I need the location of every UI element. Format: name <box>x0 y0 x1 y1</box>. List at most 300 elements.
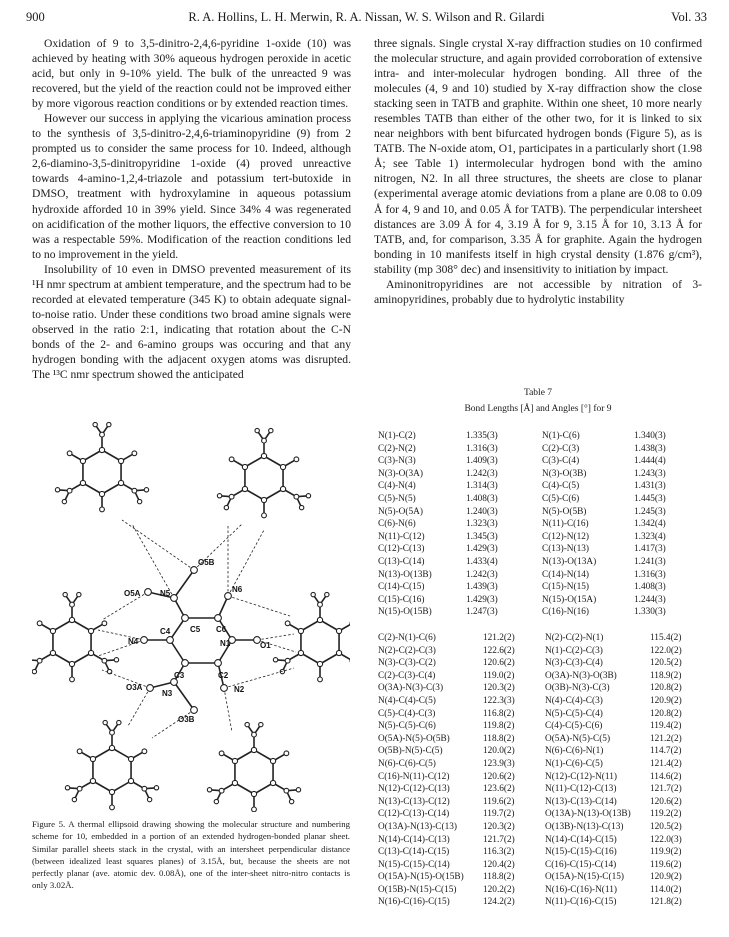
bond-value-cell: 1.429(3) <box>466 544 498 555</box>
bond-line <box>102 483 121 494</box>
bond-value-cell: 120.5(2) <box>650 821 682 832</box>
bond-value-cell: 119.6(2) <box>650 859 682 870</box>
bond-label-cell: O(3A)-N(3)-C(3) <box>378 683 444 694</box>
bond-value-cell: 1.342(4) <box>634 519 666 530</box>
atom-ellipsoid <box>262 513 267 518</box>
bond-value-cell: 123.6(2) <box>483 784 515 795</box>
bond-line <box>235 783 254 794</box>
bond-value-cell: 1.241(3) <box>634 556 666 567</box>
atom-ellipsoid <box>90 778 95 783</box>
table-row <box>378 871 706 884</box>
atom-ellipsoid <box>251 791 256 796</box>
right-column <box>374 36 702 307</box>
bond-label-cell: O(13A)-N(13)-C(13) <box>378 821 458 832</box>
bond-value-cell: 119.0(2) <box>483 670 515 681</box>
bond-value-cell: 1.330(3) <box>634 607 666 618</box>
atom-ellipsoid <box>99 491 104 496</box>
bond-label-cell: C(16)-N(16) <box>542 607 589 618</box>
bond-value-cell: 1.408(3) <box>634 582 666 593</box>
bond-line <box>264 456 283 467</box>
atom-ellipsoid <box>245 722 249 726</box>
table-row <box>378 720 706 733</box>
atom-ellipsoid <box>69 617 74 622</box>
table-row <box>378 468 704 481</box>
atom-label: O3B <box>178 715 195 724</box>
bond-value-cell: 123.9(3) <box>483 758 515 769</box>
bond-line <box>235 750 254 761</box>
atom-ellipsoid <box>182 660 189 667</box>
bond-label-cell: O(5A)-N(5)-O(5B) <box>378 733 450 744</box>
atom-label: N3 <box>162 689 173 698</box>
bond-value-cell: 119.4(2) <box>650 721 682 732</box>
bond-value-cell: 116.3(2) <box>483 847 515 858</box>
atom-ellipsoid <box>269 428 273 432</box>
atom-ellipsoid <box>229 457 234 462</box>
bond-line <box>174 570 194 598</box>
table-row <box>378 531 704 544</box>
atom-ellipsoid <box>154 786 158 790</box>
bond-value-cell: 1.314(3) <box>466 481 498 492</box>
atom-label: C6 <box>216 625 227 634</box>
atom-ellipsoid <box>217 494 221 498</box>
atom-ellipsoid <box>317 617 322 622</box>
atom-ellipsoid <box>232 780 237 785</box>
table-row <box>378 518 704 531</box>
atom-label: C3 <box>174 671 185 680</box>
table-row <box>378 493 704 506</box>
table-row <box>378 771 706 784</box>
bond-line <box>72 653 91 664</box>
atom-ellipsoid <box>318 602 323 607</box>
bond-value-cell: 120.6(2) <box>650 796 682 807</box>
bond-label-cell: C(3)-N(3) <box>378 456 416 467</box>
bond-label-cell: C(14)-N(14) <box>542 569 589 580</box>
atom-ellipsoid <box>77 786 82 791</box>
bond-value-cell: 120.0(2) <box>483 746 515 757</box>
bond-value-cell: 1.247(3) <box>466 607 498 618</box>
bond-value-cell: 1.444(4) <box>634 456 666 467</box>
atom-ellipsoid <box>110 730 115 735</box>
atom-ellipsoid <box>311 592 315 596</box>
atom-label: O3A <box>126 683 143 692</box>
atom-ellipsoid <box>142 749 147 754</box>
bond-value-cell: 1.340(3) <box>634 431 666 441</box>
bond-label-cell: C(5)-N(5) <box>378 493 416 504</box>
atom-ellipsoid <box>141 637 148 644</box>
table-row <box>378 745 706 758</box>
atom-label: C5 <box>190 625 201 634</box>
bond-value-cell: 114.7(2) <box>650 746 682 757</box>
atom-ellipsoid <box>191 707 198 714</box>
bond-value-cell: 1.417(3) <box>634 544 666 555</box>
bond-value-cell: 121.8(2) <box>650 897 682 908</box>
bond-label-cell: N(1)-C(2) <box>378 431 416 441</box>
atom-ellipsoid <box>255 428 259 432</box>
bond-label-cell: O(13A)-N(13)-O(13B) <box>545 809 631 820</box>
bond-label-cell: C(16)-C(15)-C(14) <box>545 859 617 870</box>
table-row <box>378 506 704 519</box>
bond-label-cell: C(2)-C(3) <box>542 443 580 454</box>
bond-line <box>301 620 320 631</box>
bond-label-cell: C(2)-N(2) <box>378 443 416 454</box>
bond-value-cell: 121.7(2) <box>650 784 682 795</box>
atom-ellipsoid <box>219 788 224 793</box>
bond-line <box>53 653 72 664</box>
bond-lengths-table <box>378 430 704 619</box>
bond-label-cell: N(1)-C(6)-C(5) <box>545 758 603 769</box>
atom-ellipsoid <box>285 658 290 663</box>
bond-line <box>53 620 72 631</box>
bond-value-cell: 119.2(2) <box>650 809 682 820</box>
atom-ellipsoid <box>270 758 275 763</box>
atom-label: N5 <box>160 589 171 598</box>
atom-ellipsoid <box>171 595 178 602</box>
atom-ellipsoid <box>306 494 310 498</box>
atom-ellipsoid <box>280 486 285 491</box>
bond-line <box>112 748 131 759</box>
bond-label-cell: N(3)-C(3)-C(4) <box>545 658 603 669</box>
bond-value-cell: 120.3(2) <box>483 821 515 832</box>
atom-ellipsoid <box>298 650 303 655</box>
bond-line <box>93 748 112 759</box>
table-row <box>378 670 706 683</box>
bond-label-cell: N(1)-C(6) <box>542 431 580 441</box>
bond-label-cell: N(6)-C(6)-N(1) <box>545 746 604 757</box>
bond-value-cell: 1.244(3) <box>634 594 666 605</box>
bond-label-cell: N(15)-C(15)-C(14) <box>378 859 450 870</box>
atom-ellipsoid <box>167 637 174 644</box>
table-row <box>378 430 704 443</box>
bond-line <box>264 489 283 500</box>
atom-ellipsoid <box>70 602 75 607</box>
atom-ellipsoid <box>69 661 74 666</box>
atom-ellipsoid <box>289 799 293 803</box>
atom-ellipsoid <box>110 805 115 810</box>
bond-label-cell: O(13B)-N(13)-C(13) <box>545 821 624 832</box>
atom-ellipsoid <box>261 497 266 502</box>
table-row <box>378 821 706 834</box>
bond-label-cell: N(11)-C(16) <box>542 519 589 530</box>
bond-label-cell: O(15A)-N(15)-O(15B) <box>378 872 464 883</box>
bond-value-cell: 121.2(2) <box>483 633 515 643</box>
bond-value-cell: 115.4(2) <box>650 633 682 643</box>
bond-value-cell: 1.445(3) <box>634 493 666 504</box>
paragraph: However our success in applying the vicarious amination process to the synthesis of 3,5-dinitro-2,4,6-triaminopyridine (9) from 2 prompted us to consider the same process for 10. Indeed, although 2,6-diamino-3,5-dinitropyridine 1-oxide (4) proved unreactive towards 4-amino-1,2,4-triazole and potassium tert-butoxide in DMSO, treatment with hydroxylamine in aqueous potassium hydroxide afforded 10 in 39% yield. Since 34% 4 was regenerated on acidification of the mother liquors, the effective conversion to 10 was a respectable 59%. Modification of the reaction conditions led to no improvement in the yield. <box>32 112 351 261</box>
bond-label-cell: N(11)-C(12) <box>378 531 425 542</box>
bond-line <box>254 783 273 794</box>
bond-value-cell: 120.9(2) <box>650 695 682 706</box>
bond-value-cell: 1.240(3) <box>466 506 498 517</box>
atom-ellipsoid <box>145 589 152 596</box>
table-row <box>378 543 704 556</box>
bond-label-cell: N(16)-C(16)-N(11) <box>545 884 617 895</box>
table-row <box>378 783 706 796</box>
bond-label-cell: O(5B)-N(5)-C(5) <box>378 746 443 757</box>
bond-value-cell: 122.0(2) <box>650 645 682 656</box>
bond-value-cell: 1.431(3) <box>634 481 666 492</box>
atom-ellipsoid <box>325 592 329 596</box>
table-title: Bond Lengths [Å] and Angles [°] for 9 <box>464 404 612 414</box>
bond-value-cell: 1.316(3) <box>466 443 498 454</box>
atom-ellipsoid <box>144 488 148 492</box>
atom-ellipsoid <box>70 677 75 682</box>
atom-label: N2 <box>234 685 245 694</box>
atom-ellipsoid <box>37 621 42 626</box>
table-row <box>378 695 706 708</box>
bond-label-cell: C(12)-C(13)-C(14) <box>378 809 450 820</box>
bond-label-cell: N(5)-C(5)-C(4) <box>545 708 603 719</box>
paragraph: Insolubility of 10 even in DMSO prevented measurement of its ¹H nmr spectrum at ambient temperature, and the spectrum had to be recorded at elevated temperature (345 K) to obtain adequate signal-to-noise ratio. Under these conditions two broad amine signals were observed in the ratio 2:1, indicating that rotation about the C-N bonds of the 2- and 6-amino groups was occuring and that any hydrogen bonding with the adjacent oxygen atoms was disrupted. The ¹³C nmr spectrum showed the anticipated <box>32 262 351 382</box>
atom-label: C2 <box>218 671 229 680</box>
table-row <box>378 480 704 493</box>
bond-value-cell: 119.6(2) <box>483 796 515 807</box>
bond-label-cell: N(14)-C(14)-C(15) <box>545 834 617 845</box>
atom-ellipsoid <box>118 480 123 485</box>
atom-ellipsoid <box>109 745 114 750</box>
atom-ellipsoid <box>284 751 289 756</box>
table-row <box>378 657 706 670</box>
bond-value-cell: 1.245(3) <box>634 506 666 517</box>
atom-ellipsoid <box>37 658 42 663</box>
bond-value-cell: 1.409(3) <box>466 456 498 467</box>
atom-ellipsoid <box>80 458 85 463</box>
bond-value-cell: 1.439(3) <box>466 582 498 593</box>
bond-line <box>112 781 131 792</box>
paragraph: three signals. Single crystal X-ray diffraction studies on 10 confirmed the molecular structure, and again provided corroboration of extensive intra- and inter-molecular hydrogen bonding. All three of the molecules (4, 9 and 10) studied by X-ray diffraction show the close stacking seen in TATB and graphite. Within one sheet, 10 more nearly resembles TATB than either of the other two, for it is linked to six near neighbors with bent bifurcated hydrogen bonds (Figure 5), as is TATB. The N-oxide atom, O1, participates in a particularly short (1.98 Å; see Table 1) intermolecular hydrogen bond with the amino nitrogen, N2. In all three structures, the sheets are close to planar (experimental average atomic deviations from a plane are 0.08 to 0.09 Å for 4, 9 and 10, and 0.05 Å for TATB). The perpendicular intersheet distances are 3.09 Å for 4, 3.19 Å for 9, 3.15 Å for 10, 3.13 Å for TATB, and, for comparison, 3.35 Å for graphite. Again the hydrogen bonding in 10 manifests itself in high crystal density (1.876 g/cm³), stability (mp 308° dec) and insensitivity to initiation by impact. <box>374 37 702 276</box>
volume-label: Vol. 33 <box>671 10 707 24</box>
bond-label-cell: C(12)-C(13) <box>378 544 425 555</box>
bond-value-cell: 1.335(3) <box>466 431 498 441</box>
table-row <box>378 859 706 872</box>
bond-value-cell: 120.2(2) <box>483 884 515 895</box>
bond-label-cell: N(12)-C(12)-C(13) <box>378 784 450 795</box>
table-row <box>378 556 704 569</box>
table-row <box>378 896 706 909</box>
bond-label-cell: N(14)-C(14)-C(13) <box>378 834 450 845</box>
bond-value-cell: 1.345(3) <box>466 531 498 542</box>
bond-line <box>174 682 194 710</box>
atom-ellipsoid <box>93 422 97 426</box>
atom-ellipsoid <box>100 507 105 512</box>
atom-label: O5A <box>124 589 141 598</box>
bond-label-cell: C(2)-N(1)-C(6) <box>378 633 436 643</box>
paragraph: Oxidation of 9 to 3,5-dinitro-2,4,6-pyridine 1-oxide (10) was achieved by heating with 30% aqueous hydrogen peroxide in acetic acid, but only in 9-10% yield. The bulk of the unreacted 9 was recovered, but the yield of the reaction could not be improved either by more vigorous reaction conditions or by extended reaction times. <box>32 37 351 111</box>
atom-ellipsoid <box>336 628 341 633</box>
atom-label: O1 <box>260 641 271 650</box>
bond-label-cell: C(16)-N(11)-C(12) <box>378 771 450 782</box>
left-column <box>32 36 351 382</box>
bond-label-cell: N(2)-C(2)-C(3) <box>378 645 436 656</box>
bond-label-cell: N(3)-O(3B) <box>542 468 587 479</box>
table-number: Table 7 <box>523 388 553 398</box>
bond-label-cell: O(15B)-N(15)-C(15) <box>378 884 457 895</box>
bond-label-cell: C(3)-C(4) <box>542 456 580 467</box>
bond-value-cell: 118.8(2) <box>483 733 515 744</box>
atom-ellipsoid <box>128 756 133 761</box>
atom-label: N1 <box>220 639 231 648</box>
atom-ellipsoid <box>232 758 237 763</box>
bond-label-cell: N(4)-C(4)-C(5) <box>378 695 436 706</box>
bond-label-cell: C(13)-C(14) <box>378 556 425 567</box>
bond-value-cell: 121.7(2) <box>483 834 515 845</box>
atom-ellipsoid <box>63 592 67 596</box>
hydrogen-bond-line <box>132 524 174 598</box>
bond-line <box>83 450 102 461</box>
page-number: 900 <box>26 10 45 24</box>
bond-value-cell: 118.8(2) <box>483 872 515 883</box>
bond-line <box>245 489 264 500</box>
atom-ellipsoid <box>294 457 299 462</box>
bond-line <box>320 653 339 664</box>
table-row <box>378 808 706 821</box>
bond-label-cell: N(12)-C(12)-N(11) <box>545 771 617 782</box>
atom-ellipsoid <box>117 720 121 724</box>
atom-ellipsoid <box>259 722 263 726</box>
bond-label-cell: N(4)-C(4)-C(3) <box>545 695 603 706</box>
atom-ellipsoid <box>214 799 218 803</box>
atom-ellipsoid <box>252 732 257 737</box>
table-row <box>378 884 706 897</box>
hydrogen-bond-line <box>224 688 232 732</box>
bond-label-cell: N(13)-O(13B) <box>378 569 432 580</box>
atom-ellipsoid <box>67 488 72 493</box>
bond-value-cell: 120.6(2) <box>483 771 515 782</box>
bond-line <box>320 620 339 631</box>
atom-label: N6 <box>232 585 243 594</box>
bond-value-cell: 120.3(2) <box>483 683 515 694</box>
bond-label-cell: C(5)-C(6) <box>542 493 580 504</box>
bond-value-cell: 1.323(3) <box>466 519 498 530</box>
bond-value-cell: 120.9(2) <box>650 872 682 883</box>
atom-ellipsoid <box>67 451 72 456</box>
atom-ellipsoid <box>77 749 82 754</box>
hydrogen-bond-line <box>128 688 150 726</box>
atom-ellipsoid <box>284 788 289 793</box>
atom-ellipsoid <box>182 615 189 622</box>
bond-label-cell: C(4)-C(5) <box>542 481 580 492</box>
bond-label-cell: C(12)-N(12) <box>542 531 589 542</box>
atom-label: N4 <box>128 637 139 646</box>
bond-line <box>170 640 185 663</box>
bond-label-cell: C(4)-N(4) <box>378 481 416 492</box>
bond-label-cell: C(4)-C(5)-C(6) <box>545 721 603 732</box>
atom-ellipsoid <box>132 488 137 493</box>
atom-ellipsoid <box>251 747 256 752</box>
bond-label-cell: C(13)-C(14)-C(15) <box>378 847 450 858</box>
bond-value-cell: 120.4(2) <box>483 859 515 870</box>
bond-value-cell: 1.433(4) <box>466 556 498 567</box>
bond-line <box>301 653 320 664</box>
atom-ellipsoid <box>147 685 154 692</box>
bond-value-cell: 1.242(3) <box>466 569 498 580</box>
bond-value-cell: 1.429(3) <box>466 594 498 605</box>
bond-line <box>254 750 273 761</box>
bond-line <box>93 781 112 792</box>
atom-ellipsoid <box>128 778 133 783</box>
atom-ellipsoid <box>50 650 55 655</box>
bond-label-cell: N(5)-O(5A) <box>378 506 423 517</box>
bond-angles-table <box>378 632 706 909</box>
hydrogen-bond-line <box>257 634 294 640</box>
atom-ellipsoid <box>137 499 141 503</box>
bond-value-cell: 1.316(3) <box>634 569 666 580</box>
bond-label-cell: N(13)-O(13A) <box>542 556 597 567</box>
table-row <box>378 645 706 658</box>
atom-ellipsoid <box>215 660 222 667</box>
bond-label-cell: C(5)-C(4)-C(3) <box>378 708 436 719</box>
running-title: R. A. Hollins, L. H. Merwin, R. A. Nissan, W. S. Wilson and R. Gilardi <box>188 10 545 24</box>
bond-label-cell: N(16)-C(16)-C(15) <box>378 897 450 908</box>
atom-ellipsoid <box>90 756 95 761</box>
atom-ellipsoid <box>296 788 300 792</box>
bond-value-cell: 124.2(2) <box>483 897 515 908</box>
bond-value-cell: 122.6(2) <box>483 645 515 656</box>
atom-label: O5B <box>198 558 215 567</box>
table-row <box>378 632 706 645</box>
bond-label-cell: O(5A)-N(5)-C(5) <box>545 733 611 744</box>
bond-value-cell: 114.0(2) <box>650 884 682 895</box>
bond-value-cell: 122.0(3) <box>650 834 682 845</box>
bond-label-cell: N(15)-C(15)-C(16) <box>545 847 617 858</box>
bond-value-cell: 1.243(3) <box>634 468 666 479</box>
bond-value-cell: 120.6(2) <box>483 658 515 669</box>
atom-ellipsoid <box>336 650 341 655</box>
atom-ellipsoid <box>102 658 107 663</box>
atom-ellipsoid <box>298 628 303 633</box>
atom-ellipsoid <box>207 788 211 792</box>
atom-ellipsoid <box>261 453 266 458</box>
atom-ellipsoid <box>147 797 151 801</box>
bond-value-cell: 121.4(2) <box>650 758 682 769</box>
atom-ellipsoid <box>50 628 55 633</box>
atom-ellipsoid <box>280 464 285 469</box>
atom-ellipsoid <box>100 432 105 437</box>
bond-value-cell: 122.3(3) <box>483 695 515 706</box>
atom-ellipsoid <box>118 458 123 463</box>
bond-label-cell: O(3B)-N(3)-C(3) <box>545 683 610 694</box>
table-row <box>378 581 704 594</box>
atom-ellipsoid <box>273 658 277 662</box>
bond-value-cell: 1.242(3) <box>466 468 498 479</box>
atom-ellipsoid <box>99 447 104 452</box>
bond-label-cell: N(1)-C(2)-C(3) <box>545 645 603 656</box>
atom-ellipsoid <box>224 505 228 509</box>
table-row <box>378 682 706 695</box>
bond-line <box>83 483 102 494</box>
table-row <box>378 443 704 456</box>
atom-ellipsoid <box>225 593 232 600</box>
atom-ellipsoid <box>107 422 111 426</box>
atom-ellipsoid <box>80 480 85 485</box>
bond-label-cell: N(15)-O(15B) <box>378 607 432 618</box>
molecular-structure-figure <box>32 420 350 812</box>
atom-ellipsoid <box>262 438 267 443</box>
table-row <box>378 708 706 721</box>
table-row <box>378 569 704 582</box>
atom-ellipsoid <box>65 786 69 790</box>
atom-ellipsoid <box>102 621 107 626</box>
bond-label-cell: N(15)-O(15A) <box>542 594 597 605</box>
bond-value-cell: 119.9(2) <box>650 847 682 858</box>
table-row <box>378 758 706 771</box>
atom-ellipsoid <box>142 786 147 791</box>
atom-ellipsoid <box>219 751 224 756</box>
bond-label-cell: C(2)-C(3)-C(4) <box>378 670 436 681</box>
bond-value-cell: 119.7(2) <box>483 809 515 820</box>
bond-value-cell: 119.8(2) <box>483 721 515 732</box>
bond-value-cell: 1.438(3) <box>634 443 666 454</box>
figure-caption: Figure 5. A thermal ellipsoid drawing showing the molecular structure and numbering scheme for 10, embedded in a portion of an extended hydrogen-bonded planar sheet. Similar parallel sheets stack in the crystal, with an intersheet perpendicular distance (between idealized least squares planes) of 3.15Å, but, because the sheets are not perfectly planar (ave. atomic dev. 0.08Å), one of the inter-sheet nitro-nitro contacts is only 3.02Å. <box>32 819 350 891</box>
